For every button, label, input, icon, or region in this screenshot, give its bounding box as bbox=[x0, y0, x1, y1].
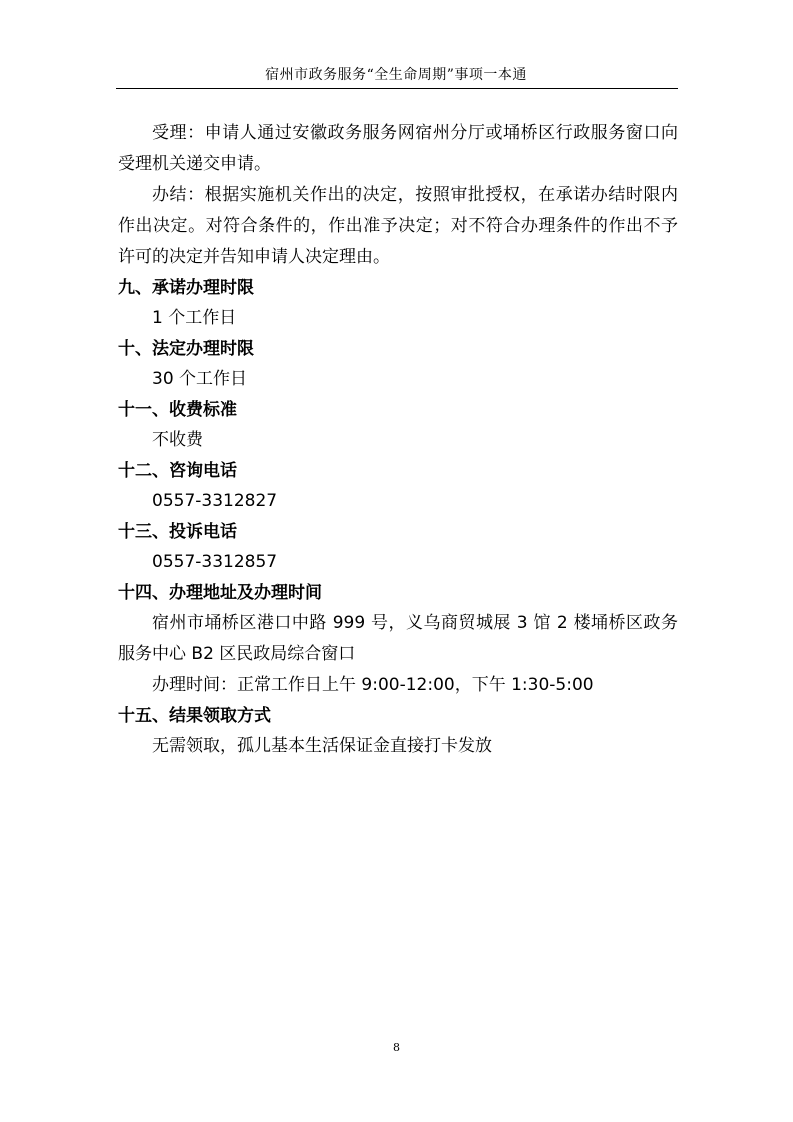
document-body bbox=[118, 118, 678, 762]
paragraph-accept: 受理：申请人通过安徽政务服务网宿州分厅或埇桥区行政服务窗口向受理机关递交申请。 bbox=[118, 123, 678, 174]
section-text: 1 个工作日 bbox=[152, 308, 237, 328]
section-heading: 十二、咨询电话 bbox=[118, 461, 237, 481]
section-complaint-phone bbox=[118, 517, 678, 578]
header-divider bbox=[116, 88, 678, 89]
section-text: 0557-3312827 bbox=[152, 491, 278, 511]
section-text: 不收费 bbox=[152, 430, 203, 450]
paragraph-conclude: 办结：根据实施机关作出的决定，按照审批授权，在承诺办结时限内作出决定。对符合条件的，作出准予决定；对不符合办理条件的作出不予许可的决定并告知申请人决定理由。 bbox=[118, 185, 678, 267]
section-heading: 十一、收费标准 bbox=[118, 400, 237, 420]
page-number: 8 bbox=[393, 1041, 400, 1054]
section-heading: 十五、结果领取方式 bbox=[118, 706, 271, 726]
running-header: 宿州市政务服务“全生命周期”事项一本通 bbox=[265, 67, 527, 83]
section-heading: 十三、投诉电话 bbox=[118, 522, 237, 542]
section-heading: 九、承诺办理时限 bbox=[118, 278, 254, 298]
section-text-address: 宿州市埇桥区港口中路 999 号，义乌商贸城展 3 馆 2 楼埇桥区政务服务中心 B2 区民政局综合窗口 bbox=[118, 613, 678, 664]
section-heading: 十、法定办理时限 bbox=[118, 339, 254, 359]
section-text-hours: 办理时间：正常工作日上午 9:00-12:00，下午 1:30-5:00 bbox=[152, 675, 594, 695]
section-promise-time bbox=[118, 273, 678, 334]
section-text: 30 个工作日 bbox=[152, 369, 248, 389]
section-address bbox=[118, 578, 678, 701]
section-fee bbox=[118, 395, 678, 456]
section-consult-phone bbox=[118, 456, 678, 517]
section-result-pickup bbox=[118, 701, 678, 762]
section-heading: 十四、办理地址及办理时间 bbox=[118, 583, 322, 603]
section-text: 无需领取，孤儿基本生活保证金直接打卡发放 bbox=[152, 736, 492, 756]
section-legal-time bbox=[118, 334, 678, 395]
section-text: 0557-3312857 bbox=[152, 552, 278, 572]
